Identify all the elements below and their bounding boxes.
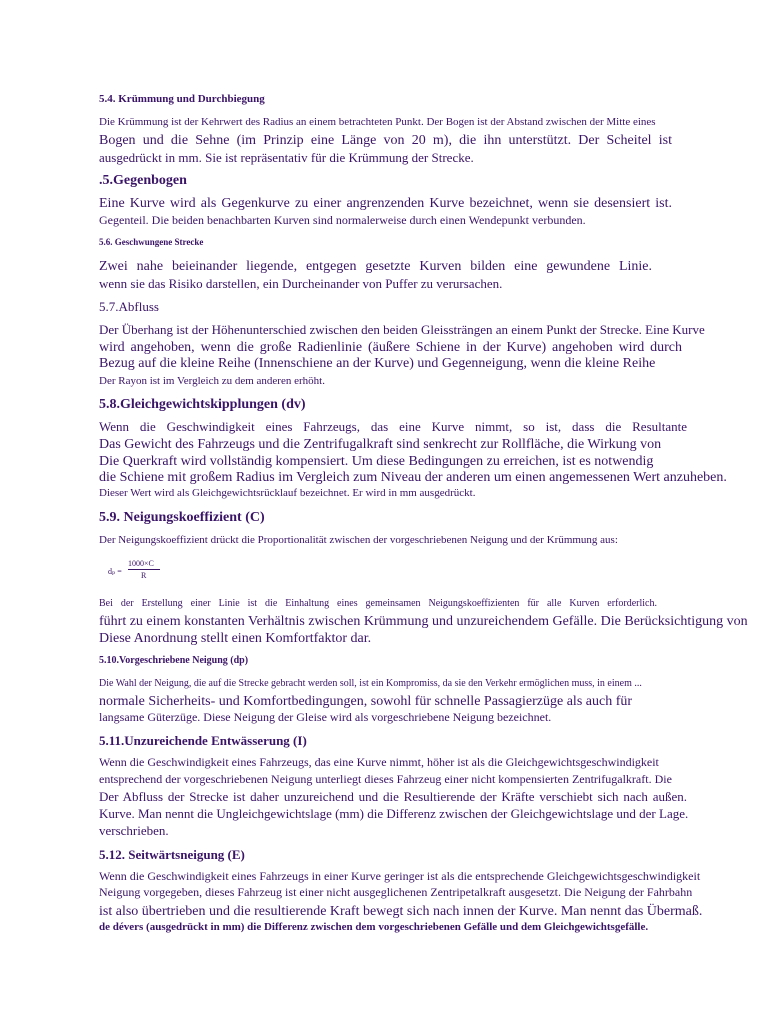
paragraph-line: Dieser Wert wird als Gleichgewichtsrücklauf bezeichnet. Er wird in mm ausgedrückt. (99, 487, 476, 499)
paragraph-line: Zwei nahe beieinander liegende, entgegen gesetzte Kurven bilden eine gewundene Linie. (99, 259, 652, 274)
paragraph-line: Diese Anordnung stellt einen Komfortfaktor dar. (99, 631, 372, 646)
paragraph-line: Bei der Erstellung einer Linie ist die Einhaltung eines gemeinsamen Neigungskoeffizienten für alle Kurven erforderlich. (99, 598, 657, 609)
paragraph-line: Wenn die Geschwindigkeit eines Fahrzeugs, das eine Kurve nimmt, so ist, dass die Resultante (99, 419, 687, 434)
section-heading-5-4: 5.4. Krümmung und Durchbiegung (99, 93, 265, 105)
paragraph-line: Wenn die Geschwindigkeit eines Fahrzeugs in einer Kurve geringer ist als die entsprechende Gleichgewichtsgeschwindigkeit (99, 869, 701, 883)
paragraph-line: de dévers (ausgedrückt in mm) die Differenz zwischen dem vorgeschriebenen Gefälle und dem Gleichgewichtsgefälle. (99, 921, 649, 933)
paragraph-line: Der Rayon ist im Vergleich zu dem anderen erhöht. (99, 375, 325, 387)
formula-lhs: dₚ = (108, 567, 122, 576)
paragraph-line: Der Neigungskoeffizient drückt die Proportionalität zwischen der vorgeschriebenen Neigung und der Krümmung aus: (99, 534, 618, 546)
section-heading-5-5: .5.Gegenbogen (99, 173, 187, 188)
paragraph-line: Eine Kurve wird als Gegenkurve zu einer angrenzenden Kurve bezeichnet, wenn sie desensiert ist. (99, 196, 672, 211)
paragraph-line: führt zu einem konstanten Verhältnis zwischen Krümmung und unzureichendem Gefälle. Die Berücksichtigung von (99, 614, 748, 629)
paragraph-line: ist also übertrieben und die resultierende Kraft bewegt sich nach innen der Kurve. Man nennt das Übermaß. (99, 904, 703, 919)
paragraph-line: Die Wahl der Neigung, die auf die Strecke gebracht werden soll, ist ein Kompromiss, da sie den Verkehr ermöglichen muss, in einem ... (99, 678, 642, 689)
section-heading-5-6: 5.6. Geschwungene Strecke (99, 237, 204, 247)
paragraph-line: Wenn die Geschwindigkeit eines Fahrzeugs, das eine Kurve nimmt, höher ist als die Gleichgewichtsgeschwindigkeit (99, 755, 659, 769)
section-heading-5-8: 5.8.Gleichgewichtskipplungen (dv) (99, 397, 306, 412)
paragraph-line: Der Überhang ist der Höhenunterschied zwischen den beiden Gleissträngen an einem Punkt der Strecke. Eine Kurve (99, 322, 705, 337)
section-heading-5-10: 5.10.Vorgeschriebene Neigung (dp) (99, 655, 249, 666)
paragraph-line: Das Gewicht des Fahrzeugs und die Zentrifugalkraft sind senkrecht zur Rollfläche, die Wirkung von (99, 437, 662, 452)
paragraph-line: Bezug auf die kleine Reihe (Innenschiene an der Kurve) und Gegenneigung, wenn die kleine Reihe (99, 356, 656, 371)
paragraph-line: wenn sie das Risiko darstellen, ein Durcheinander von Puffer zu verursachen. (99, 276, 503, 291)
section-heading-5-12: 5.12. Seitwärtsneigung (E) (99, 847, 245, 862)
paragraph-line: Bogen und die Sehne (im Prinzip eine Länge von 20 m), die ihn unterstützt. Der Scheitel ist (99, 133, 672, 148)
paragraph-line: entsprechend der vorgeschriebenen Neigung unterliegt dieses Fahrzeug einer nicht kompensierten Zentrifugalkraft. Die (99, 772, 672, 786)
paragraph-line: Kurve. Man nennt die Ungleichgewichtslage (mm) die Differenz zwischen der Gleichgewichtslage und der Lage. (99, 806, 689, 821)
section-heading-5-7: 5.7.Abfluss (99, 299, 159, 314)
paragraph-line: Neigung vorgegeben, dieses Fahrzeug ist einer nicht ausgeglichenen Zentripetalkraft ausgesetzt. Die Neigung der Fahrbahn (99, 885, 693, 899)
paragraph-line: Die Querkraft wird vollständig kompensiert. Um diese Bedingungen zu erreichen, ist es notwendig (99, 454, 654, 469)
paragraph-line: langsame Güterzüge. Diese Neigung der Gleise wird als vorgeschriebene Neigung bezeichnet. (99, 710, 552, 724)
paragraph-line: wird angehoben, wenn die große Radienlinie (äußere Schiene in der Kurve) angehoben wird durch (99, 340, 682, 355)
section-heading-5-11: 5.11.Unzureichende Entwässerung (I) (99, 733, 307, 748)
paragraph-line: die Schiene mit großem Radius im Vergleich zum Niveau der anderen um einen angemessenen Wert anzuheben. (99, 470, 727, 485)
formula-numerator: 1000×C (128, 559, 154, 568)
paragraph-line: Gegenteil. Die beiden benachbarten Kurven sind normalerweise durch einen Wendepunkt verbunden. (99, 213, 586, 227)
section-heading-5-9: 5.9. Neigungskoeffizient (C) (99, 510, 265, 525)
paragraph-line: ausgedrückt in mm. Sie ist repräsentativ für die Krümmung der Strecke. (99, 150, 474, 165)
paragraph-line: Die Krümmung ist der Kehrwert des Radius an einem betrachteten Punkt. Der Bogen ist der Abstand zwischen der Mitte eines (99, 116, 656, 128)
fraction-bar (128, 569, 160, 570)
paragraph-line: Der Abfluss der Strecke ist daher unzureichend und die Resultierende der Kräfte verschiebt sich nach außen. (99, 789, 687, 804)
paragraph-line: normale Sicherheits- und Komfortbedingungen, sowohl für schnelle Passagierzüge als auch für (99, 694, 633, 709)
slope-coefficient-formula (108, 558, 168, 584)
formula-denominator: R (141, 571, 147, 580)
paragraph-line: verschrieben. (99, 823, 169, 838)
